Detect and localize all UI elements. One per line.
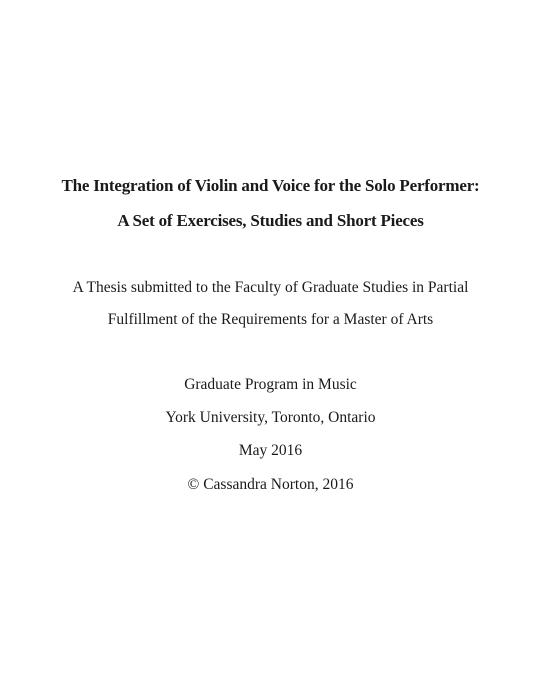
program-name: Graduate Program in Music (184, 376, 357, 393)
submission-date: May 2016 (238, 442, 303, 459)
submission-statement-line-1: A Thesis submitted to the Faculty of Graduate Studies in Partial (72, 279, 469, 296)
institution-location: York University, Toronto, Ontario (165, 409, 376, 426)
copyright-notice: © Cassandra Norton, 2016 (187, 476, 354, 493)
thesis-title-line-1: The Integration of Violin and Voice for the Solo Performer: (61, 176, 480, 195)
submission-statement-line-2: Fulfillment of the Requirements for a Master of Arts (107, 311, 434, 328)
thesis-title-line-2: A Set of Exercises, Studies and Short Pieces (117, 211, 424, 230)
